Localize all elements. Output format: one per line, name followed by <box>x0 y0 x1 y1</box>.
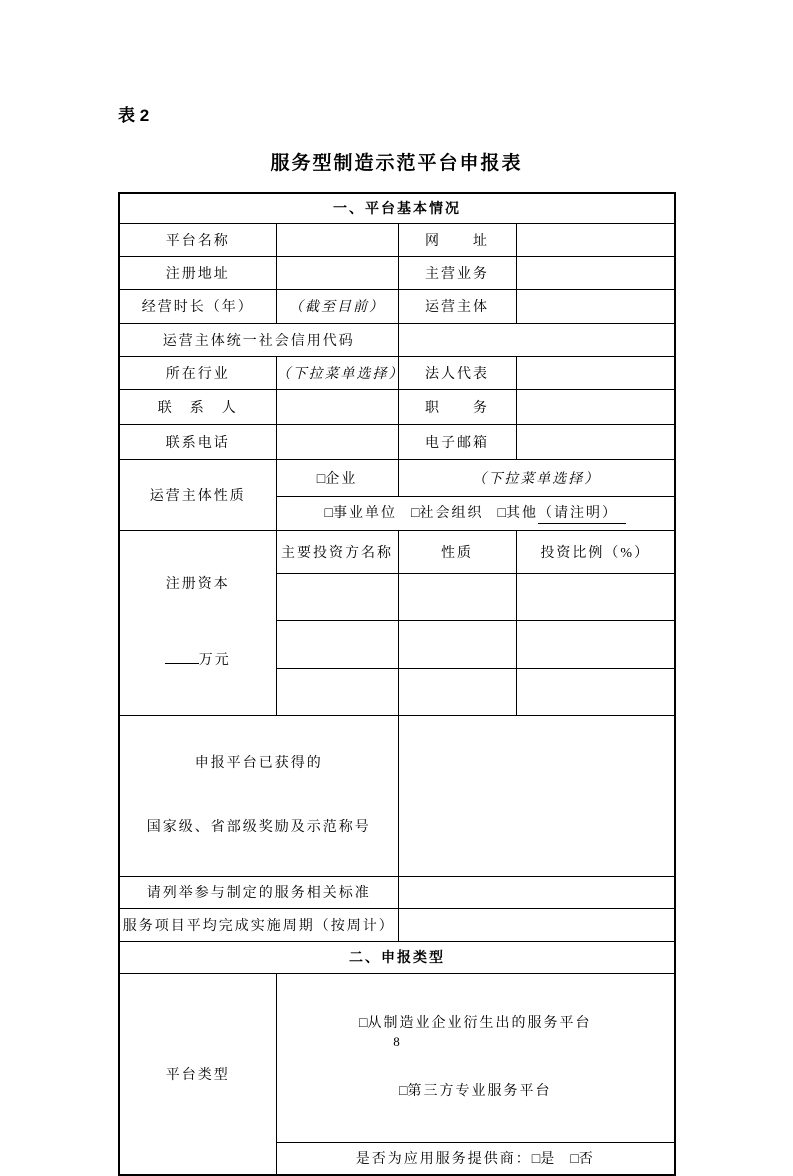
platform-type-options <box>276 973 675 1142</box>
awards-label <box>119 715 398 876</box>
entity-nature-other-option <box>497 506 625 521</box>
investor-ratio-value <box>516 668 675 715</box>
platform-type-option2 <box>277 1074 675 1110</box>
cycle-value <box>398 908 675 941</box>
position-value <box>516 389 675 424</box>
registered-address-label: 注册地址 <box>119 256 276 289</box>
platform-name-label: 平台名称 <box>119 223 276 256</box>
platform-type-label: 平台类型 <box>119 973 276 1175</box>
platform-type-option2-label: 第三方专业服务平台 <box>407 1083 552 1099</box>
investor-name-value <box>276 620 398 668</box>
investor-nature-value <box>398 620 516 668</box>
entity-nature-enterprise-label: 企业 <box>325 471 358 487</box>
awards-value <box>398 715 675 876</box>
entity-nature-enterprise-option <box>276 459 398 496</box>
entity-nature-institution-option <box>325 506 397 521</box>
investor-ratio-value <box>516 620 675 668</box>
entity-nature-other-label: 其他 <box>505 506 538 522</box>
platform-name-value <box>276 223 398 256</box>
app-service-no-label: 否 <box>578 1152 595 1168</box>
credit-code-label: 运营主体统一社会信用代码 <box>119 323 398 356</box>
app-service-yes-label: 是 <box>540 1152 557 1168</box>
legal-rep-value <box>516 356 675 389</box>
entity-nature-other-note: （请注明） <box>538 506 626 523</box>
contact-phone-label: 联系电话 <box>119 424 276 459</box>
table-number-label: 表 2 <box>118 106 150 125</box>
entity-nature-social-org-option <box>411 506 483 521</box>
credit-code-value <box>398 323 675 356</box>
investor-name-value <box>276 668 398 715</box>
entity-nature-note: （下拉菜单选择） <box>398 459 675 496</box>
website-label: 网 址 <box>398 223 516 256</box>
operating-entity-label: 运营主体 <box>398 289 516 323</box>
entity-nature-options-row <box>276 496 675 530</box>
checkbox-icon: □ <box>316 471 326 487</box>
investor-name-value <box>276 574 398 621</box>
entity-nature-social-org-label: 社会组织 <box>419 506 484 522</box>
entity-nature-label: 运营主体性质 <box>119 459 276 530</box>
checkbox-icon: □ <box>324 506 334 522</box>
investor-nature-header: 性质 <box>398 530 516 574</box>
application-form-table <box>118 192 676 1176</box>
checkbox-icon: □ <box>399 1083 408 1099</box>
standards-label: 请列举参与制定的服务相关标准 <box>119 876 398 908</box>
investor-ratio-value <box>516 574 675 621</box>
platform-type-option1-label: 从制造业企业衍生出的服务平台 <box>367 1015 592 1031</box>
main-business-label: 主营业务 <box>398 256 516 289</box>
registered-capital-label <box>119 530 276 715</box>
contact-person-value <box>276 389 398 424</box>
investor-nature-value <box>398 574 516 621</box>
contact-person-label: 联 系 人 <box>119 389 276 424</box>
standards-value <box>398 876 675 908</box>
website-value <box>516 223 675 256</box>
industry-label: 所在行业 <box>119 356 276 389</box>
awards-label-line1: 申报平台已获得的 <box>194 755 323 771</box>
section2-header: 二、申报类型 <box>119 941 675 973</box>
page-number: 8 <box>393 1034 400 1049</box>
operating-years-note: （截至目前） <box>276 289 398 323</box>
form-title: 服务型制造示范平台申报表 <box>270 153 523 174</box>
email-label: 电子邮箱 <box>398 424 516 459</box>
checkbox-icon: □ <box>411 506 420 522</box>
registered-capital-unit: 万元 <box>198 652 231 668</box>
legal-rep-label: 法人代表 <box>398 356 516 389</box>
operating-years-label: 经营时长（年） <box>119 289 276 323</box>
checkbox-icon: □ <box>497 506 506 522</box>
industry-note: （下拉菜单选择） <box>276 356 398 389</box>
position-label: 职 务 <box>398 389 516 424</box>
registered-capital-text: 注册资本 <box>165 576 230 592</box>
main-business-value <box>516 256 675 289</box>
entity-nature-institution-label: 事业单位 <box>333 506 398 522</box>
checkbox-icon: □ <box>531 1152 541 1168</box>
checkbox-icon: □ <box>570 1152 579 1168</box>
operating-entity-value <box>516 289 675 323</box>
investor-ratio-header: 投资比例（%） <box>516 530 675 574</box>
investor-name-header: 主要投资方名称 <box>276 530 398 574</box>
registered-address-value <box>276 256 398 289</box>
registered-capital-unit-line <box>120 639 276 683</box>
blank-underline <box>165 649 199 664</box>
awards-label-line2: 国家级、省部级奖励及示范称号 <box>146 819 371 835</box>
checkbox-icon: □ <box>359 1015 368 1031</box>
contact-phone-value <box>276 424 398 459</box>
app-service-question: 是否为应用服务提供商： <box>355 1152 532 1168</box>
cycle-label: 服务项目平均完成实施周期（按周计） <box>119 908 398 941</box>
investor-nature-value <box>398 668 516 715</box>
app-service-provider-row <box>276 1142 675 1175</box>
section1-header: 一、平台基本情况 <box>119 193 675 223</box>
email-value <box>516 424 675 459</box>
